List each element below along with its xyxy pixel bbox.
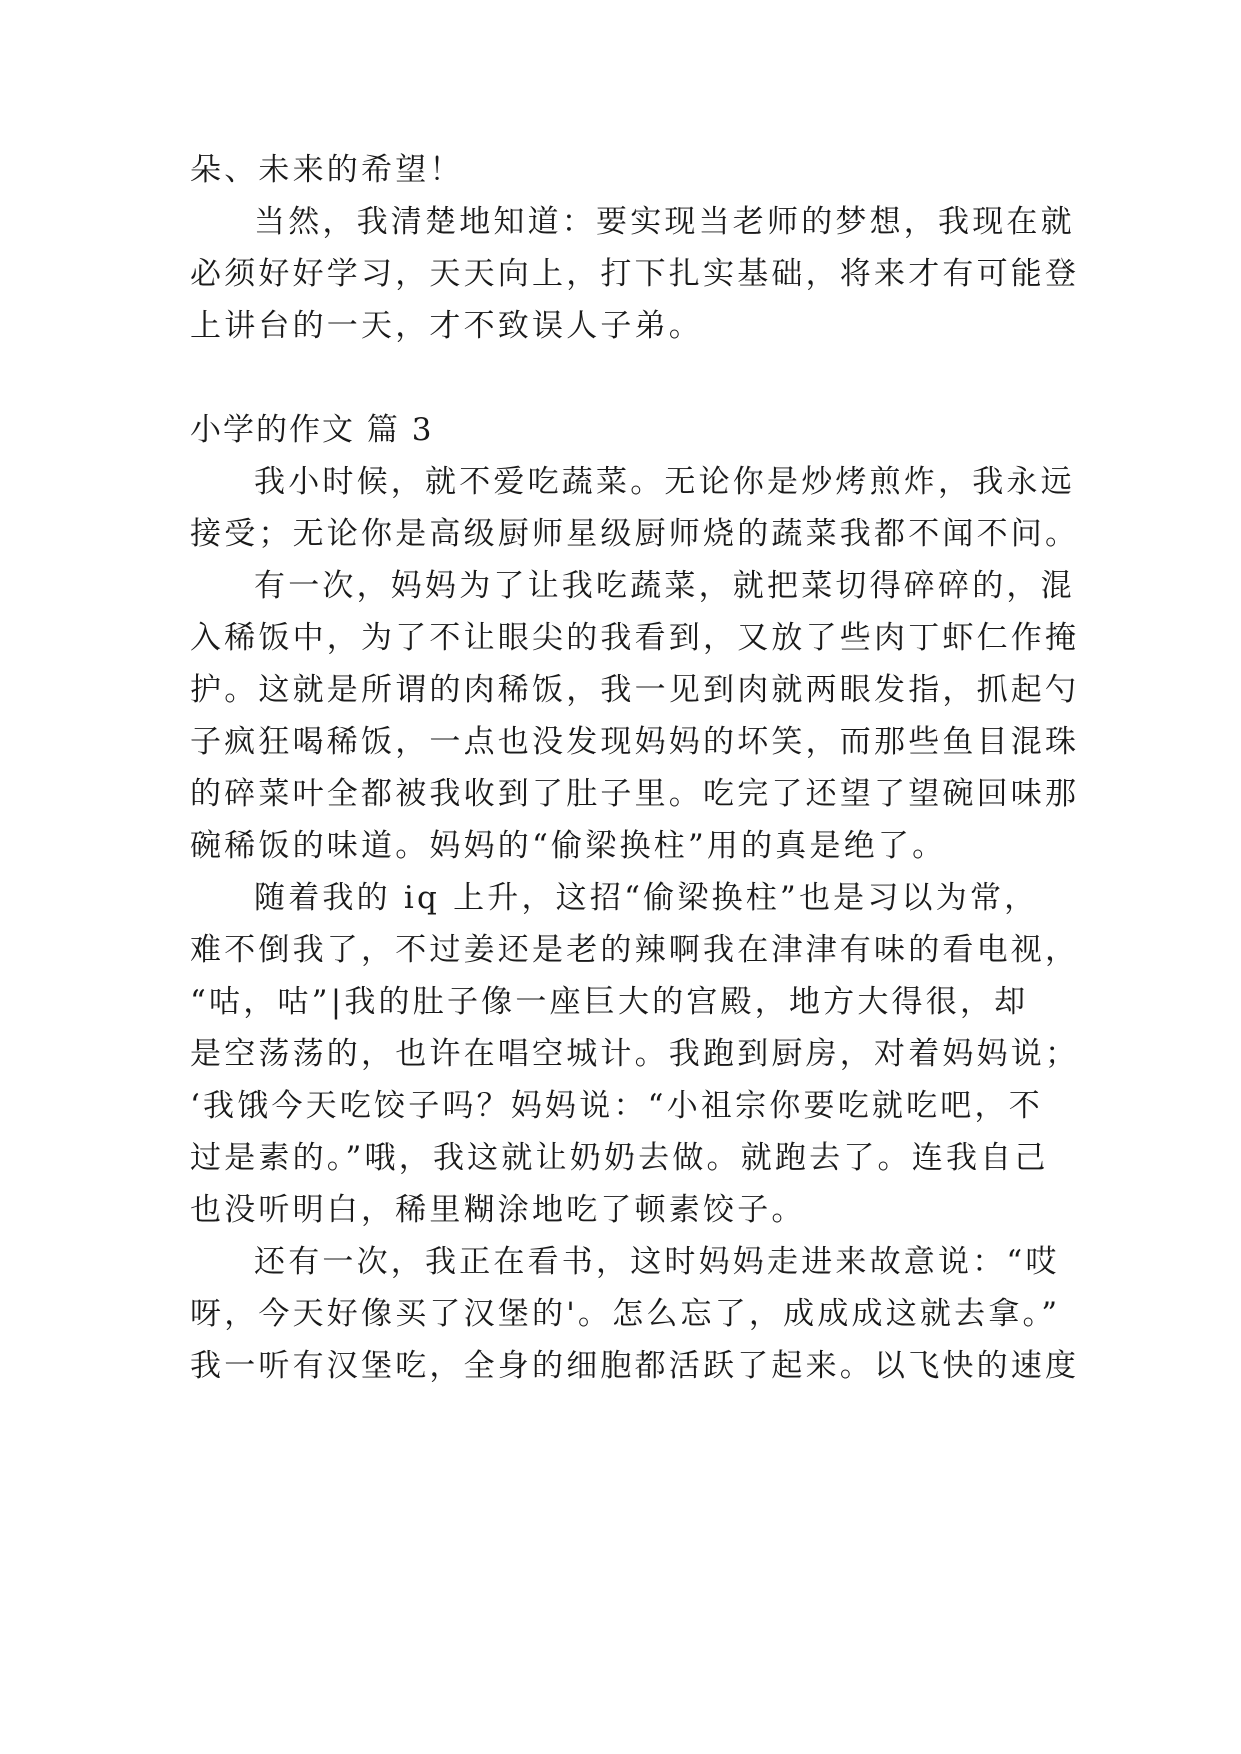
text-line: 朵、未来的希望！ <box>190 152 464 188</box>
text-line: 上讲台的一天，才不致误人子弟。 <box>190 308 703 344</box>
paragraph-first-line: 还有一次，我正在看书，这时妈妈走进来故意说：“哎 <box>254 1244 1060 1280</box>
text-line: ‘我饿今天吃饺子吗？妈妈说：“小祖宗你要吃就吃吧，不 <box>190 1088 1043 1124</box>
text-line: 难不倒我了，不过姜还是老的辣啊我在津津有味的看电视， <box>190 932 1080 968</box>
text-line: 必须好好学习，天天向上，打下扎实基础，将来才有可能登 <box>190 256 1080 292</box>
text-line: 碗稀饭的味道。妈妈的“偷梁换柱”用的真是绝了。 <box>190 828 947 864</box>
text-line: 护。这就是所谓的肉稀饭，我一见到肉就两眼发指，抓起勺 <box>190 672 1080 708</box>
paragraph-first-line: 有一次，妈妈为了让我吃蔬菜，就把菜切得碎碎的，混 <box>254 568 1075 604</box>
text-line: 子疯狂喝稀饭，一点也没发现妈妈的坏笑，而那些鱼目混珠 <box>190 724 1080 760</box>
text-line: 入稀饭中，为了不让眼尖的我看到，又放了些肉丁虾仁作掩 <box>190 620 1080 656</box>
text-line: 也没听明白，稀里糊涂地吃了顿素饺子。 <box>190 1192 806 1228</box>
text-line: 是空荡荡的，也许在唱空城计。我跑到厨房，对着妈妈说； <box>190 1036 1080 1072</box>
paragraph-first-line: 我小时候，就不爱吃蔬菜。无论你是炒烤煎炸，我永远 <box>254 464 1075 500</box>
text-line: 我一听有汉堡吃，全身的细胞都活跃了起来。以飞快的速度 <box>190 1348 1080 1384</box>
text-line: 过是素的。”哦，我这就让奶奶去做。就跑去了。连我自己 <box>190 1140 1049 1176</box>
section-heading: 小学的作文 篇 3 <box>190 412 434 448</box>
text-line: 接受；无论你是高级厨师星级厨师烧的蔬菜我都不闻不问。 <box>190 516 1080 552</box>
text-line: 呀，今天好像买了汉堡的'。怎么忘了，成成成这就去拿。” <box>190 1296 1061 1332</box>
text-line: “咕，咕”|我的肚子像一座巨大的宫殿，地方大得很，却 <box>190 984 1029 1020</box>
text-line: 的碎菜叶全都被我收到了肚子里。吃完了还望了望碗回味那 <box>190 776 1080 812</box>
paragraph-first-line: 随着我的 iq 上升，这招“偷梁换柱”也是习以为常， <box>254 880 1039 916</box>
paragraph-first-line: 当然，我清楚地知道：要实现当老师的梦想，我现在就 <box>254 204 1075 240</box>
